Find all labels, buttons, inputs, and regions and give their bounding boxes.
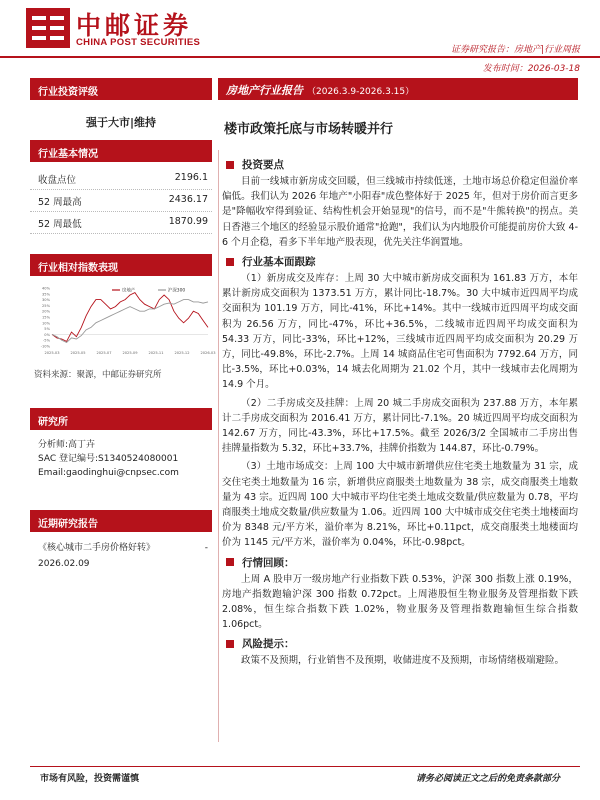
recent-report-dash: - (204, 543, 208, 553)
section-bullet-icon (226, 640, 234, 648)
y-tick-label: 15% (42, 315, 50, 320)
y-tick-label: 35% (42, 292, 50, 297)
y-tick-label: -10% (40, 344, 50, 349)
chart-source: 资料来源：聚源，中邮证券研究所 (34, 370, 162, 380)
x-tick-label: 2025-05 (70, 351, 86, 355)
y-tick-label: 0% (44, 332, 50, 337)
recent-report-title: 《核心城市二手房价格好转》 (38, 543, 156, 553)
section-title: 投资要点 (242, 159, 284, 171)
x-tick-label: 2026-03 (200, 351, 216, 355)
recent-report-item[interactable] (30, 532, 212, 572)
section-bullet-icon (226, 161, 234, 169)
report-date-range: （2026.3.9-2026.3.15） (307, 87, 415, 97)
section-bullet-icon (226, 558, 234, 566)
recent-report-date: 2026.02.09 (38, 559, 90, 569)
y-tick-label: 40% (42, 286, 50, 291)
legend-label: 沪深300 (168, 288, 186, 294)
report-category: 证券研究报告：房地产|行业周报 (450, 45, 580, 55)
main-content (218, 78, 578, 669)
section-risk-warning (218, 636, 578, 668)
section-paragraph: （2）二手房成交及挂牌：上周 20 城二手房成交面积为 237.88 万方，本年累计二手房成交面积为 2016.41 万方，累计同比-7.1%。20 城近四周平均成交面积为 142.67 万方，同比-43.3%，环比+17.5%。截至 2026/3/2 全国城市二手房出售挂牌量指数为 5.32，环比+33.7%，挂牌价指数为 144.87，环比-0.79%。 (222, 397, 578, 455)
stat-value: 1870.99 (168, 216, 208, 227)
publish-date: 发布时间：2026-03-18 (482, 64, 580, 74)
analyst-name: 分析师:高丁卉 (38, 440, 96, 450)
sidebar (30, 78, 216, 572)
section-paragraph: 政策不及预期，行业销售不及预期，收储进度不及预期，市场情绪极端避险。 (241, 655, 565, 667)
stat-value: 2436.17 (168, 194, 208, 205)
relative-performance-chart (30, 282, 216, 360)
stat-value: 2196.1 (174, 172, 208, 183)
section-investment-points (218, 157, 578, 250)
rating-section-title: 行业投资评级 (30, 78, 212, 100)
report-headline: 楼市政策托底与市场转暖并行 (224, 122, 394, 137)
header-divider (0, 56, 600, 58)
section-paragraph: （1）新房成交及库存：上周 30 大中城市新房成交面积为 161.83 万方，本年累计新房成交面积为 1373.51 万方，累计同比-18.7%。30 大中城市近四周平均成交面积为 101.19 万方，同比-41%，环比+14%。其中一线城市近四周平均成交面积为 26.56 万方，同比-47%，环比+36.5%，二线城市近四周平均成交面积为 54.33 万方，同比-33%，环比+12%，三线城市近四周平均成交面积为 20.29 万方，同比-49.8%，环比-2.7%。上周 14 城商品住宅可售面积为 7792.64 万方，同比-3.5%，环比+0.03%，14 城去化周期为 21.02 个月，其中一线城市去化周期为 14.9 个月。 (222, 273, 578, 391)
footer-risk-note: 市场有风险，投资需谨慎 (40, 774, 140, 784)
report-title: 房地产行业报告 (226, 84, 303, 97)
section-title: 风险提示： (242, 638, 295, 651)
recent-reports-section-title: 近期研究报告 (30, 510, 212, 532)
footer-disclaimer-note: 请务必阅读正文之后的免责条款部分 (415, 774, 560, 784)
x-tick-label: 2025-12 (174, 351, 190, 355)
stat-row-52w-low (30, 212, 212, 234)
stat-label: 收盘点位 (38, 175, 77, 186)
report-title-bar (218, 78, 578, 100)
analyst-sac-id: SAC 登记编号:S1340524080001 (38, 454, 179, 464)
x-tick-label: 2025-07 (96, 351, 112, 355)
brand-name-en: CHINA POST SECURITIES (76, 37, 201, 48)
china-post-logo-icon (26, 8, 70, 48)
section-title: 行情回顾： (242, 556, 295, 569)
section-fundamentals (218, 254, 578, 551)
stat-label: 52 周最高 (38, 197, 82, 208)
page-header (0, 0, 600, 78)
x-tick-label: 2025-09 (122, 351, 138, 355)
y-tick-label: 25% (42, 303, 50, 308)
section-paragraph: （3）土地市场成交：上周 100 大中城市新增供应住宅类土地数量为 31 宗，成交住宅类土地数量为 16 宗，新增供应商服类土地数量为 38 宗，成交商服类土地数量为 43 宗。近四周 100 大中城市平均住宅类土地成交数量/供应数量为 0.78，平均商服类土地成交数量/供应数量为 1.06。近四周 100 大中城市成交住宅类土地楼面均价为 8348 元/平方米，溢价率为 8.21%，环比+0.11pct，成交商服类土地楼面均价为 1145 元/平方米，溢价率为 0.04%，环比-0.98pct。 (222, 461, 578, 549)
section-title: 行业基本面跟踪 (242, 256, 316, 269)
y-tick-label: -5% (43, 338, 50, 343)
research-institute-section-title: 研究所 (30, 408, 212, 430)
x-tick-label: 2025-03 (44, 351, 60, 355)
relative-performance-section-title: 行业相对指数表现 (30, 254, 212, 276)
legend-label: 房地产 (122, 288, 136, 294)
analyst-email[interactable]: Email:gaodinghui@cnpsec.com (38, 468, 179, 478)
y-tick-label: 5% (44, 327, 50, 332)
y-tick-label: 20% (42, 309, 50, 314)
section-market-review (218, 555, 578, 633)
section-bullet-icon (226, 258, 234, 266)
y-tick-label: 10% (42, 321, 50, 326)
x-tick-label: 2025-11 (148, 351, 164, 355)
y-tick-label: 30% (42, 298, 50, 303)
stat-row-close (30, 168, 212, 190)
brand-name-cn: 中邮证券 (76, 11, 193, 40)
section-paragraph: 目前一线城市新房成交回暖，但三线城市持续低迷，土地市场总价稳定但溢价率偏低。我们认为 2026 年地产"小阳春"成色整体好于 2025 年，但对于房价而言更多是"降幅收窄得到验证、结构性机会开始显现"的信号，而不是"牛熊转换"的拐点。美日香港三个地区的经验显示股价通常"抢跑"，我们认为内地股价可能提前房价大致 4-6 个月企稳，看多下半年地产股表现，优先关注华润置地。 (222, 176, 578, 248)
analyst-info (30, 430, 212, 480)
industry-rating: 强于大市|维持 (85, 116, 157, 129)
line-chart (30, 282, 216, 360)
stat-label: 52 周最低 (38, 219, 82, 230)
section-paragraph: 上周 A 股申万一级房地产行业指数下跌 0.53%，沪深 300 指数上涨 0.19%，房地产指数跑输沪深 300 指数 0.72pct。上周港股恒生物业服务及管理指数下跌 2.08%，恒生综合指数下跌 1.02%，物业服务及管理指数跑输恒生综合指数 1.06pct。 (222, 573, 578, 631)
stat-row-52w-high (30, 190, 212, 212)
footer-divider (30, 766, 580, 767)
basic-info-section-title: 行业基本情况 (30, 140, 212, 162)
